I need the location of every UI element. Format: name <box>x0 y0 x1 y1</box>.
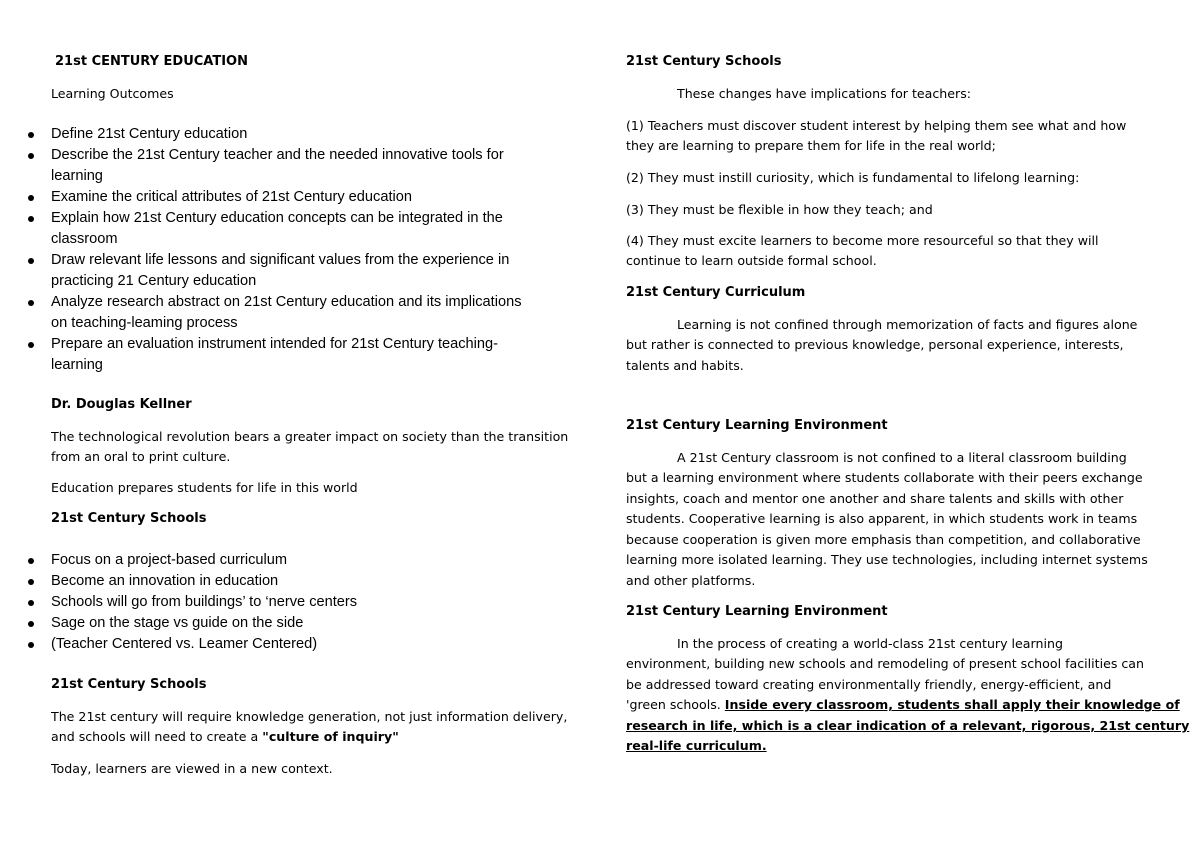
point-line: continue to learn outside formal school. <box>626 253 877 268</box>
environment-line: because cooperation is given more emphasis than competition, and collaborative <box>626 532 1141 547</box>
schools-bullet-item <box>51 634 591 655</box>
curriculum-line: talents and habits. <box>626 358 744 373</box>
bullet-icon <box>28 621 34 627</box>
outcome-item <box>51 334 591 376</box>
environment-line <box>626 695 1180 716</box>
inquiry-text-line: The 21st century will require knowledge generation, not just information delivery, <box>51 709 568 724</box>
outcome-item-text: Describe the 21st Century teacher and the needed innovative tools for <box>51 147 504 163</box>
curriculum-line: but rather is connected to previous knowledge, personal experience, interests, <box>626 337 1124 352</box>
schools-bullet-item <box>51 592 591 613</box>
document-title: 21st CENTURY EDUCATION <box>55 54 248 69</box>
bullet-icon <box>28 300 34 306</box>
point-line: they are learning to prepare them for life in the real world; <box>626 138 996 153</box>
bullet-icon <box>28 153 34 159</box>
schools-heading: 21st Century Schools <box>626 54 782 69</box>
outcome-item-text: practicing 21 Century education <box>51 273 257 289</box>
bullet-icon <box>28 132 34 138</box>
outcome-item-text: classroom <box>51 231 118 247</box>
environment-heading: 21st Century Learning Environment <box>626 604 888 619</box>
environment-line: students. Cooperative learning is also apparent, in which students work in teams <box>626 511 1138 526</box>
environment-line: insights, coach and mentor one another and share talents and skills with other <box>626 491 1124 506</box>
schools-bullet-item-text: Become an innovation in education <box>51 573 279 589</box>
schools-bullet-item <box>51 571 591 592</box>
point-line: (4) They must excite learners to become more resourceful so that they will <box>626 233 1099 248</box>
outcome-item <box>51 124 591 145</box>
bullet-icon <box>28 642 34 648</box>
learning-outcomes-list <box>51 124 591 376</box>
outcome-item-text: Examine the critical attributes of 21st Century education <box>51 189 412 205</box>
bullet-icon <box>28 600 34 606</box>
curriculum-line: Learning is not confined through memorization of facts and figures alone <box>677 317 1138 332</box>
outcome-item-text: Explain how 21st Century education concepts can be integrated in the <box>51 210 503 226</box>
schools-bullet-item-text: Focus on a project-based curriculum <box>51 552 288 568</box>
kellner-text-line: The technological revolution bears a greater impact on society than the transition <box>51 429 569 444</box>
outcome-item-text: learning <box>51 357 103 373</box>
outcome-item-text: Prepare an evaluation instrument intended for 21st Century teaching- <box>51 336 498 352</box>
schools-bullet-item-text: (Teacher Centered vs. Leamer Centered) <box>51 636 318 652</box>
environment-line: environment, building new schools and remodeling of present school facilities can <box>626 656 1145 671</box>
emphasis-line: real-life curriculum. <box>626 738 767 753</box>
schools-heading: 21st Century Schools <box>51 677 207 692</box>
point-line: (2) They must instill curiosity, which is fundamental to lifelong learning: <box>626 170 1080 185</box>
emphasis-line: research in life, which is a clear indication of a relevant, rigorous, 21st century <box>626 718 1190 733</box>
today-line: Today, learners are viewed in a new context. <box>51 761 333 776</box>
schools-bullet-item-text: Sage on the stage vs guide on the side <box>51 615 304 631</box>
environment-line: but a learning environment where students collaborate with their peers exchange <box>626 470 1143 485</box>
schools-bullet-item-text: Schools will go from buildings’ to ‘nerve centers <box>51 594 358 610</box>
schools-heading: 21st Century Schools <box>51 511 207 526</box>
outcome-item-text: Define 21st Century education <box>51 126 248 142</box>
outcome-item-text: Draw relevant life lessons and significant values from the experience in <box>51 252 510 268</box>
curriculum-heading: 21st Century Curriculum <box>626 285 806 300</box>
outcome-item <box>51 208 591 250</box>
outcome-item <box>51 250 591 292</box>
inquiry-text: and schools will need to create a <box>51 729 263 744</box>
bullet-icon <box>28 558 34 564</box>
culture-of-inquiry: "culture of inquiry" <box>262 729 399 744</box>
outcome-item <box>51 292 591 334</box>
schools-bullet-list <box>51 550 591 655</box>
education-line: Education prepares students for life in this world <box>51 480 358 495</box>
learning-outcomes-label: Learning Outcomes <box>51 86 174 101</box>
schools-bullet-item <box>51 613 591 634</box>
environment-line: learning more isolated learning. They use technologies, including internet systems <box>626 552 1148 567</box>
outcome-item-text: learning <box>51 168 103 184</box>
environment-line: be addressed toward creating environmentally friendly, energy-efficient, and <box>626 677 1112 692</box>
environment-heading: 21st Century Learning Environment <box>626 418 888 433</box>
bullet-icon <box>28 258 34 264</box>
point-line: (3) They must be flexible in how they teach; and <box>626 202 933 217</box>
outcome-item <box>51 187 591 208</box>
outcome-item-text: on teaching-leaming process <box>51 315 238 331</box>
kellner-heading: Dr. Douglas Kellner <box>51 397 192 412</box>
bullet-icon <box>28 195 34 201</box>
inquiry-text-line <box>51 727 399 748</box>
bullet-icon <box>28 342 34 348</box>
kellner-text-line: from an oral to print culture. <box>51 449 231 464</box>
environment-line: A 21st Century classroom is not confined to a literal classroom building <box>677 450 1127 465</box>
environment-line: In the process of creating a world-class 21st century learning <box>677 636 1063 651</box>
environment-text: 'green schools. <box>626 697 725 712</box>
emphasis-text: Inside every classroom, students shall apply their knowledge of <box>724 697 1180 712</box>
outcome-item-text: Analyze research abstract on 21st Century education and its implications <box>51 294 522 310</box>
bullet-icon <box>28 579 34 585</box>
point-line: (1) Teachers must discover student interest by helping them see what and how <box>626 118 1127 133</box>
bullet-icon <box>28 216 34 222</box>
outcome-item <box>51 145 591 187</box>
schools-bullet-item <box>51 550 591 571</box>
environment-line: and other platforms. <box>626 573 756 588</box>
implications-intro: These changes have implications for teachers: <box>677 86 971 101</box>
